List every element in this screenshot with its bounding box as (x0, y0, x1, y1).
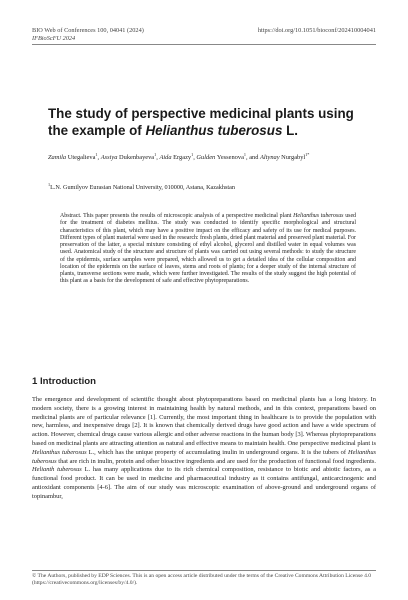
author-list: Zamila Utegalieva$^1$, Assiya Dukenbayeva$^1$, Aida Ergazy$^1$, Gulden Yessenova$^1$, and Altynay Nurgabyl$^{1*}$ (48, 151, 310, 161)
conference-name: IFBioScFU 2024 (32, 35, 76, 42)
footer-divider (32, 570, 376, 571)
abstract-label: Abstract. (60, 213, 82, 219)
affiliation: $^1$L.N. Gumilyov Eurasian National University, 010000, Astana, Kazakhstan (48, 181, 235, 191)
paper-title: The study of perspective medicinal plants using the example of Helianthus tuberosus L. (48, 106, 354, 138)
header-divider (32, 44, 376, 45)
introduction-body: The emergence and development of scientific thought about phytopreparations based on medicinal plants has a long history. In modern society, there is a growing interest in maintaining health by natural methods, and in this context, preparations based on medicinal plants are of particular relevance [1]. Currently, the most important thing in healthcare is to provide the population with new, harmless, and inexpensive drugs [2]. It is known that chemically derived drugs have good action and have a wide spectrum of action. However, chemical drugs cause various allergic and other adverse reactions in the human body [3]. Whereas phytopreparations based on medicinal plants are attracting attention as natural and effective means to maintain health. One perspective medicinal plant is Helianthus tuberosus L., which has the unique property of accumulating inulin in underground organs. It is the tubers of Helianthus tuberosus that are rich in inulin, protein and other bioactive ingredients and are used for the production of functional food ingredients. Helianth tuberosus L. has many applications due to its rich chemical composition, resistance to biotic and abiotic factors, as a functional food product. It can be used in medicine and pharmaceutical industry as it contains antifungal, anticarcinogenic and antioxidant components [4-6]. The aim of our study was microscopic examination of above-ground and underground organs of topinambur, (32, 396, 377, 500)
section-heading-introduction: 1 Introduction (32, 376, 96, 387)
copyright-notice: © The Authors, published by EDP Sciences. This is an open access article distributed under the terms of the Creative Commons Attribution License 4.0 (https://creativecommons.org/licenses/by/4.0/). (32, 573, 372, 587)
abstract: Abstract. This paper presents the results of microscopic analysis of a perspective medicinal plant Helianthus tuberosus used for the treatment of diabetes mellitus. The study was conducted to identify specific morphological and structural characteristics of this plant, which may have a positive impact on the efficacy and safety of its use for medical purposes. Different types of plant material were used in the research: fresh plants, dried plant material and preserved plant material. For preservation of the latter, a special mixture consisting of ethyl alcohol, glycerol and distilled water in equal volumes was used. Anatomical study of the structure and structure of plants was carried out using several methods: to study the structure of the epidermis, surface samples were prepared, which allowed us to get a detailed idea of the cellular composition and location of the epidermis on the surface of leaves, stems and roots of plants; for a deeper study of the internal structure of plants, transverse sections were made, which were further investigated. The results of the study suggest the high potential of this plant as a basis for the development of safe and effective phytopreparations. (60, 213, 357, 285)
running-header (32, 27, 376, 35)
doi-link[interactable]: https://doi.org/10.1051/bioconf/202410004041 (257, 27, 376, 34)
journal-line: BIO Web of Conferences 100, 04041 (2024) (32, 27, 144, 34)
